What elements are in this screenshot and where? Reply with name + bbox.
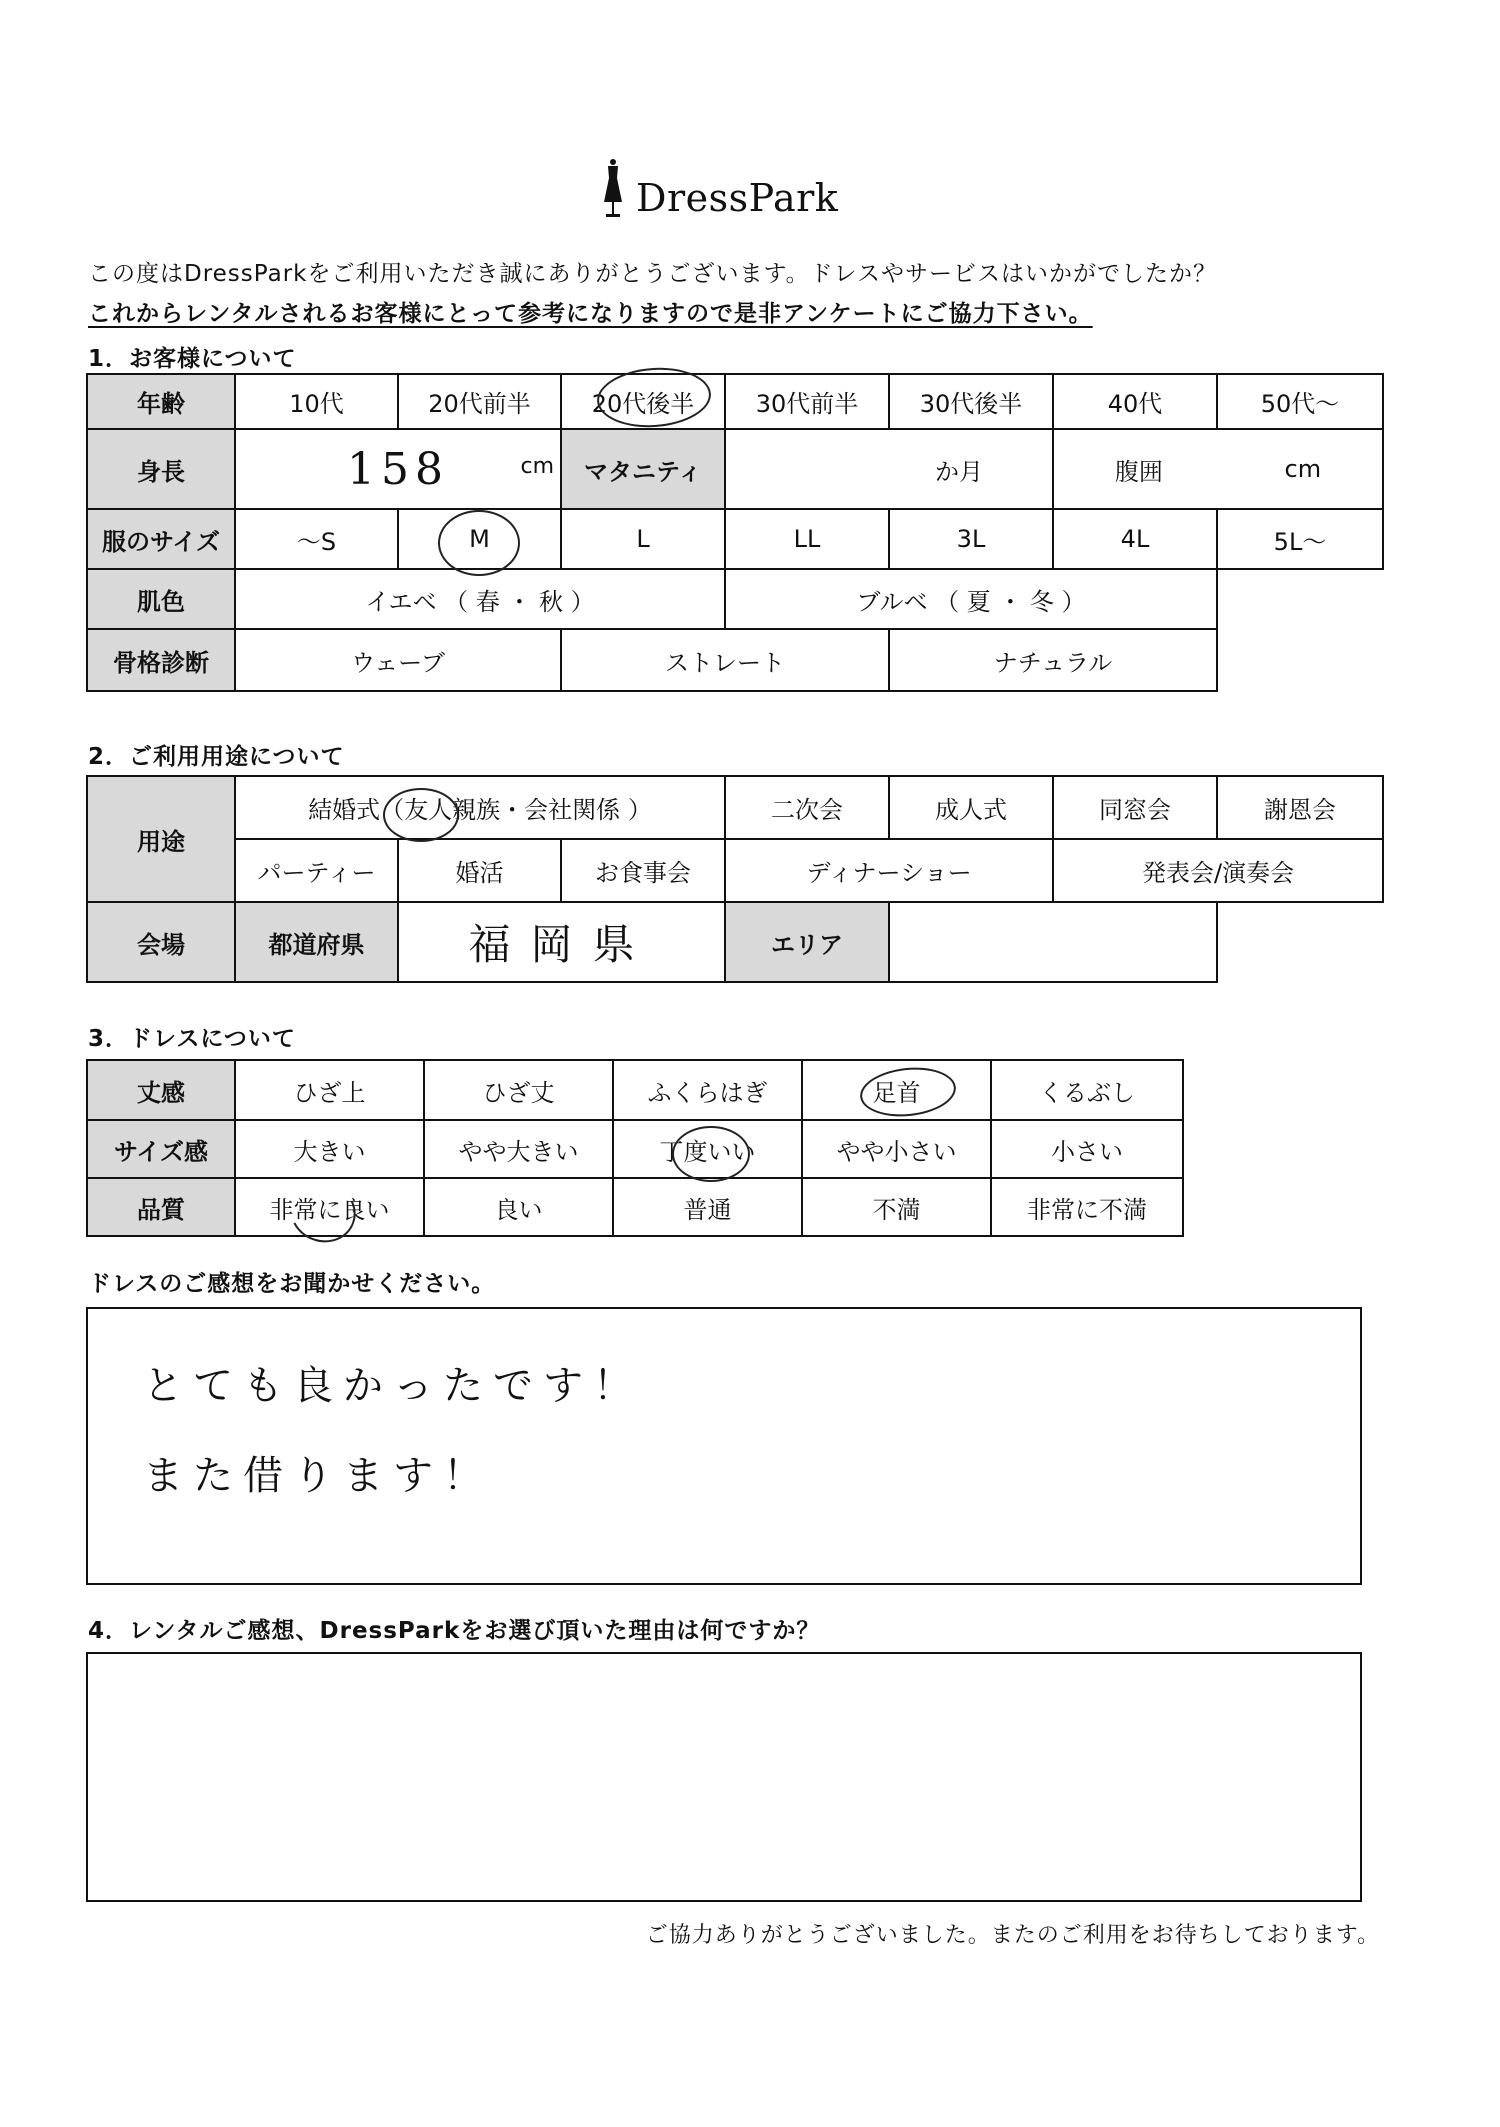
selected-size-mark [438, 510, 520, 576]
size-option-5l[interactable]: 5L〜 [1217, 509, 1383, 569]
purpose-option-dinner[interactable]: お食事会 [561, 839, 725, 902]
length-option-ankle[interactable]: 足首 [802, 1060, 991, 1120]
frame-option-straight[interactable]: ストレート [561, 629, 889, 691]
wedding-friend: 友人 [404, 796, 453, 824]
brand-logo [600, 158, 838, 220]
purpose-option-wedding[interactable] [235, 776, 725, 839]
area-field[interactable] [889, 902, 1217, 982]
quality-option-good[interactable]: 良い [424, 1178, 613, 1236]
empty-cell [1217, 902, 1383, 982]
purpose-option-dinner-show[interactable]: ディナーショー [725, 839, 1053, 902]
quality-option-very-dissatisfied[interactable]: 非常に不満 [991, 1178, 1183, 1236]
quality-option-dissatisfied[interactable]: 不満 [802, 1178, 991, 1236]
purpose-option-reunion[interactable]: 同窓会 [1053, 776, 1217, 839]
fit-option-big[interactable]: 大きい [235, 1120, 424, 1178]
fit-option-small[interactable]: 小さい [991, 1120, 1183, 1178]
quality-option-very-good[interactable]: 非常に良い [235, 1178, 424, 1236]
waist-field[interactable] [1053, 429, 1383, 509]
fit-label: サイズ感 [87, 1120, 235, 1178]
purpose-option-party[interactable]: パーティー [235, 839, 398, 902]
purpose-option-coming-of-age[interactable]: 成人式 [889, 776, 1053, 839]
section4-title: 4．レンタルご感想、DressParkをお選び頂いた理由は何ですか？ [88, 1618, 821, 1644]
skin-option-blue[interactable]: ブルベ （ 夏 ・ 冬 ） [725, 569, 1217, 629]
purpose-option-konkatsu[interactable]: 婚活 [398, 839, 561, 902]
purpose-option-recital[interactable]: 発表会/演奏会 [1053, 839, 1383, 902]
fit-option-slightly-big[interactable]: やや大きい [424, 1120, 613, 1178]
skin-option-yellow[interactable]: イエベ （ 春 ・ 秋 ） [235, 569, 725, 629]
height-unit: cm [520, 454, 554, 479]
dress-table [86, 1059, 1184, 1237]
height-label: 身長 [87, 429, 235, 509]
maternity-months-field[interactable] [725, 429, 1053, 509]
purpose-label: 用途 [87, 776, 235, 902]
area-label: エリア [725, 902, 889, 982]
quality-option-average[interactable]: 普通 [613, 1178, 802, 1236]
venue-label: 会場 [87, 902, 235, 982]
fit-option-just-right[interactable]: 丁度いい [613, 1120, 802, 1178]
quality-label: 品質 [87, 1178, 235, 1236]
size-option-l[interactable]: L [561, 509, 725, 569]
intro-request: これからレンタルされるお客様にとって参考になりますので是非アンケートにご協力下さい。 [88, 301, 1093, 327]
months-unit: か月 [935, 457, 983, 486]
age-option-early20s[interactable]: 20代前半 [398, 374, 561, 429]
section2-title: 2．ご利用用途について [88, 744, 345, 770]
selected-purpose-mark [383, 788, 459, 842]
age-option-early30s[interactable]: 30代前半 [725, 374, 889, 429]
dress-icon [600, 158, 626, 220]
waist-label: 腹囲 [1114, 457, 1163, 486]
selected-fit-mark [672, 1126, 750, 1182]
section1-title: 1．お客様について [88, 346, 297, 372]
purpose-option-thanks-party[interactable]: 謝恩会 [1217, 776, 1383, 839]
age-option-10s[interactable]: 10代 [235, 374, 398, 429]
size-option-ll[interactable]: LL [725, 509, 889, 569]
purpose-option-afterparty[interactable]: 二次会 [725, 776, 889, 839]
comment-line-1: とても良かったです！ [143, 1363, 643, 1409]
length-option-calf[interactable]: ふくらはぎ [613, 1060, 802, 1120]
age-option-40s[interactable]: 40代 [1053, 374, 1217, 429]
prefecture-value: 福岡県 [468, 920, 655, 969]
age-option-late30s[interactable]: 30代後半 [889, 374, 1053, 429]
dress-comment-label: ドレスのご感想をお聞かせください。 [88, 1271, 496, 1297]
fit-option-slightly-small[interactable]: やや小さい [802, 1120, 991, 1178]
brand-name: DressPark [636, 176, 839, 220]
length-option-above-knee[interactable]: ひざ上 [235, 1060, 424, 1120]
empty-cell [1217, 629, 1383, 691]
age-option-late20s[interactable]: 20代後半 [561, 374, 725, 429]
height-field[interactable] [235, 429, 561, 509]
size-option-s[interactable]: 〜S [235, 509, 398, 569]
age-option-50s[interactable]: 50代〜 [1217, 374, 1383, 429]
length-option-anklebone[interactable]: くるぶし [991, 1060, 1183, 1120]
height-value: 158 [347, 443, 449, 495]
prefecture-field[interactable] [398, 902, 725, 982]
footer-thanks: ご協力ありがとうございました。またのご利用をお待ちしております。 [645, 1923, 1380, 1948]
prefecture-label: 都道府県 [235, 902, 398, 982]
age-label: 年齢 [87, 374, 235, 429]
intro-text: この度はDressParkをご利用いただき誠にありがとうございます。ドレスやサービスはいかがでしたか？ [88, 261, 1217, 287]
reason-answer-box[interactable] [86, 1652, 1362, 1902]
size-option-m[interactable]: M [398, 509, 561, 569]
length-option-knee[interactable]: ひざ丈 [424, 1060, 613, 1120]
length-label: 丈感 [87, 1060, 235, 1120]
maternity-label: マタニティ [561, 429, 725, 509]
wedding-prefix: 結婚式（ [308, 796, 405, 824]
empty-cell [1217, 569, 1383, 629]
size-label: 服のサイズ [87, 509, 235, 569]
size-option-3l[interactable]: 3L [889, 509, 1053, 569]
section3-title: 3．ドレスについて [88, 1026, 296, 1052]
frame-option-wave[interactable]: ウェーブ [235, 629, 561, 691]
waist-unit: cm [1284, 455, 1322, 483]
size-option-4l[interactable]: 4L [1053, 509, 1217, 569]
skin-label: 肌色 [87, 569, 235, 629]
customer-table [86, 373, 1384, 692]
frame-label: 骨格診断 [87, 629, 235, 691]
comment-line-2: また借ります！ [143, 1453, 493, 1499]
frame-option-natural[interactable]: ナチュラル [889, 629, 1217, 691]
wedding-rest: 親族・会社関係 ） [452, 796, 652, 824]
dress-comment-box[interactable] [86, 1307, 1362, 1585]
purpose-table [86, 775, 1384, 983]
